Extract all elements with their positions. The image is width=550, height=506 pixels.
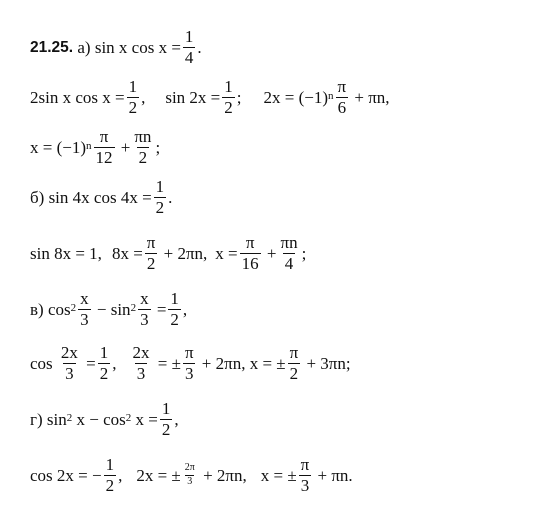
fraction: $\frac{\pi}{16}$ [241, 233, 259, 273]
fraction: $\frac{\pi}{12}$ [95, 127, 113, 167]
fraction: $\frac{\pi}{6}$ [337, 77, 347, 117]
expr: − sin [96, 299, 131, 319]
fraction: $\frac{1}{2}$ [128, 77, 138, 117]
fraction: $\frac{\pi}{2}$ [289, 343, 299, 383]
punct: . [168, 187, 173, 207]
part-c-label: в) [30, 299, 44, 319]
expr: x = (−1) [30, 137, 86, 157]
expr: 2x = (−1) [263, 87, 329, 107]
fraction: $\frac{1}{2}$ [170, 289, 179, 329]
fraction: $\frac{\pi}{3}$ [300, 455, 310, 495]
fraction: $\frac{2x}{3}$ [60, 343, 78, 383]
punct: . [197, 37, 202, 57]
fraction: $\frac{1}{2}$ [224, 77, 233, 117]
expr: cos 2x = − [30, 465, 102, 485]
punct: , [141, 87, 146, 107]
fraction: $\frac{x}{3}$ [140, 289, 149, 329]
fraction: $\frac{1}{4}$ [184, 27, 194, 67]
line-7 [30, 344, 351, 383]
expr: = [86, 353, 96, 373]
expr: + πn. [317, 465, 353, 485]
punct: , [174, 409, 179, 429]
fraction: $\frac{\pi}{3}$ [184, 343, 194, 383]
expr: + [120, 137, 131, 157]
line-8: г) sin $^2$ x − cos $^2$ x = $\frac{1}{2}$ , [30, 399, 179, 439]
expr: 2x = ± [136, 465, 181, 485]
expr: sin 2x = [165, 87, 221, 107]
expr: + [266, 243, 277, 263]
expr: + πn, [354, 87, 390, 107]
expr: cos [47, 299, 71, 319]
punct: , [112, 353, 117, 373]
expr: sin [46, 409, 67, 429]
expr: x − cos [76, 409, 126, 429]
expr: + 3πn; [306, 353, 351, 373]
problem-number: 21.25. [30, 38, 74, 56]
expr: sin 8x = 1, [30, 243, 102, 263]
line-2: 2sin x cos x = $\frac{1}{2}$ , sin 2x = $\frac{1}{2}$ ; 2x = (−1) $^n$ $\frac{\pi}{6}$ + πn, [30, 77, 390, 117]
fraction: $\frac{1}{2}$ [155, 177, 165, 217]
punct: , [118, 465, 123, 485]
expr: 8x = [111, 243, 143, 263]
expr: sin 4x cos 4x = [48, 187, 152, 207]
fraction: $\frac{2x}{3}$ [132, 343, 150, 383]
expr: cos [30, 353, 53, 373]
line-1 [30, 28, 202, 67]
line-5 [30, 234, 306, 273]
part-a-label: а) [77, 37, 91, 57]
part-b-label: б) [30, 187, 45, 207]
fraction: $\frac{1}{2}$ [161, 399, 171, 439]
punct: ; [301, 243, 307, 263]
fraction: $\frac{1}{2}$ [105, 455, 115, 495]
line-9 [30, 456, 353, 495]
fraction: $\frac{\pi n}{4}$ [280, 233, 298, 273]
line-6: в) cos $^2$ $\frac{x}{3}$ − sin $^2$ $\frac{x}{3}$ = $\frac{1}{2}$ , [30, 289, 188, 329]
expr: x = [215, 243, 238, 263]
expr: x = ± [260, 465, 297, 485]
expr: + 2πn, x = ± [201, 353, 286, 373]
line-3: x = (−1) $^n$ $\frac{\pi}{12}$ + $\frac{\pi n}{2}$ ; [30, 127, 161, 167]
eq-a-lhs: sin x cos x = [94, 37, 181, 57]
fraction: $\frac{x}{3}$ [80, 289, 89, 329]
fraction-small: $\frac{2\pi}{3}$ [184, 462, 195, 487]
expr: 2sin x cos x = [30, 87, 125, 107]
punct: ; [236, 87, 242, 107]
part-d-label: г) [30, 409, 43, 429]
line-4 [30, 178, 172, 217]
fraction: $\frac{\pi n}{2}$ [134, 127, 152, 167]
fraction: $\frac{\pi}{2}$ [146, 233, 156, 273]
expr: + 2πn, [203, 465, 247, 485]
expr: x = [135, 409, 158, 429]
expr: = ± [157, 353, 181, 373]
expr: + 2πn, [163, 243, 208, 263]
punct: ; [155, 137, 161, 157]
fraction: $\frac{1}{2}$ [99, 343, 109, 383]
expr: = [156, 299, 167, 319]
punct: , [182, 299, 188, 319]
